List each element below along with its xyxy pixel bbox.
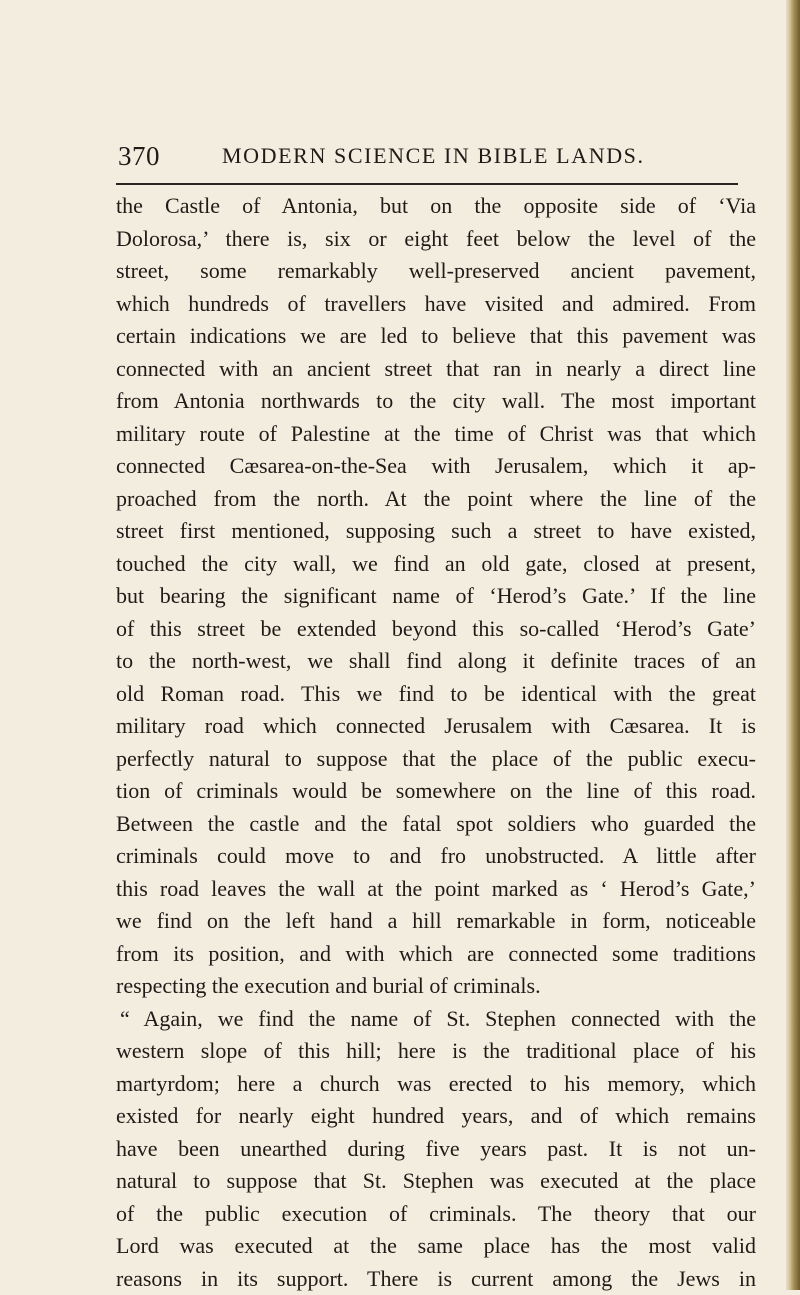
text-line: proached from the north. At the point where the line of the xyxy=(116,483,756,516)
text-line: this road leaves the wall at the point marked as ‘ Herod’s Gate,’ xyxy=(116,873,756,906)
text-line: old Roman road. This we find to be identical with the great xyxy=(116,678,756,711)
text-line: western slope of this hill; here is the traditional place of his xyxy=(116,1035,756,1068)
text-line: touched the city wall, we find an old gate, closed at present, xyxy=(116,548,756,581)
text-line: natural to suppose that St. Stephen was executed at the place xyxy=(116,1165,756,1198)
text-line: street first mentioned, supposing such a street to have existed, xyxy=(116,515,756,548)
text-line: military road which connected Jerusalem with Cæsarea. It is xyxy=(116,710,756,743)
text-line: Between the castle and the fatal spot soldiers who guarded the xyxy=(116,808,756,841)
text-line: tion of criminals would be somewhere on the line of this road. xyxy=(116,775,756,808)
text-line: existed for nearly eight hundred years, and of which remains xyxy=(116,1100,756,1133)
text-line: perfectly natural to suppose that the place of the public execu- xyxy=(116,743,756,776)
text-line: street, some remarkably well-preserved ancient pavement, xyxy=(116,255,756,288)
text-line: military route of Palestine at the time of Christ was that which xyxy=(116,418,756,451)
text-line: to the north-west, we shall find along it definite traces of an xyxy=(116,645,756,678)
text-line: we find on the left hand a hill remarkable in form, noticeable xyxy=(116,905,756,938)
text-line: which hundreds of travellers have visited and admired. From xyxy=(116,288,756,321)
header-rule xyxy=(116,183,738,185)
page-edge xyxy=(786,0,800,1290)
text-line: reasons in its support. There is current among the Jews in xyxy=(116,1263,756,1295)
text-line: criminals could move to and fro unobstructed. A little after xyxy=(116,840,756,873)
text-line: Dolorosa,’ there is, six or eight feet below the level of the xyxy=(116,223,756,256)
text-line: of the public execution of criminals. The theory that our xyxy=(116,1198,756,1231)
text-line: of this street be extended beyond this so-called ‘Herod’s Gate’ xyxy=(116,613,756,646)
running-title: MODERN SCIENCE IN BIBLE LANDS. xyxy=(222,139,645,173)
text-line: from its position, and with which are connected some traditions xyxy=(116,938,756,971)
text-line: have been unearthed during five years past. It is not un- xyxy=(116,1133,756,1166)
text-line: martyrdom; here a church was erected to his memory, which xyxy=(116,1068,756,1101)
text-line: connected with an ancient street that ran in nearly a direct line xyxy=(116,353,756,386)
text-line: but bearing the significant name of ‘Herod’s Gate.’ If the line xyxy=(116,580,756,613)
text-line: “ Again, we find the name of St. Stephen connected with the xyxy=(116,1003,756,1036)
body-text xyxy=(116,190,756,1295)
text-line: from Antonia northwards to the city wall. The most important xyxy=(116,385,756,418)
text-line: Lord was executed at the same place has the most valid xyxy=(116,1230,756,1263)
page-number: 370 xyxy=(118,139,160,173)
page-header xyxy=(118,139,748,173)
text-line: connected Cæsarea-on-the-Sea with Jerusalem, which it ap- xyxy=(116,450,756,483)
text-line: the Castle of Antonia, but on the opposite side of ‘Via xyxy=(116,190,756,223)
text-line: certain indications we are led to believe that this pavement was xyxy=(116,320,756,353)
text-line: respecting the execution and burial of criminals. xyxy=(116,970,756,1003)
